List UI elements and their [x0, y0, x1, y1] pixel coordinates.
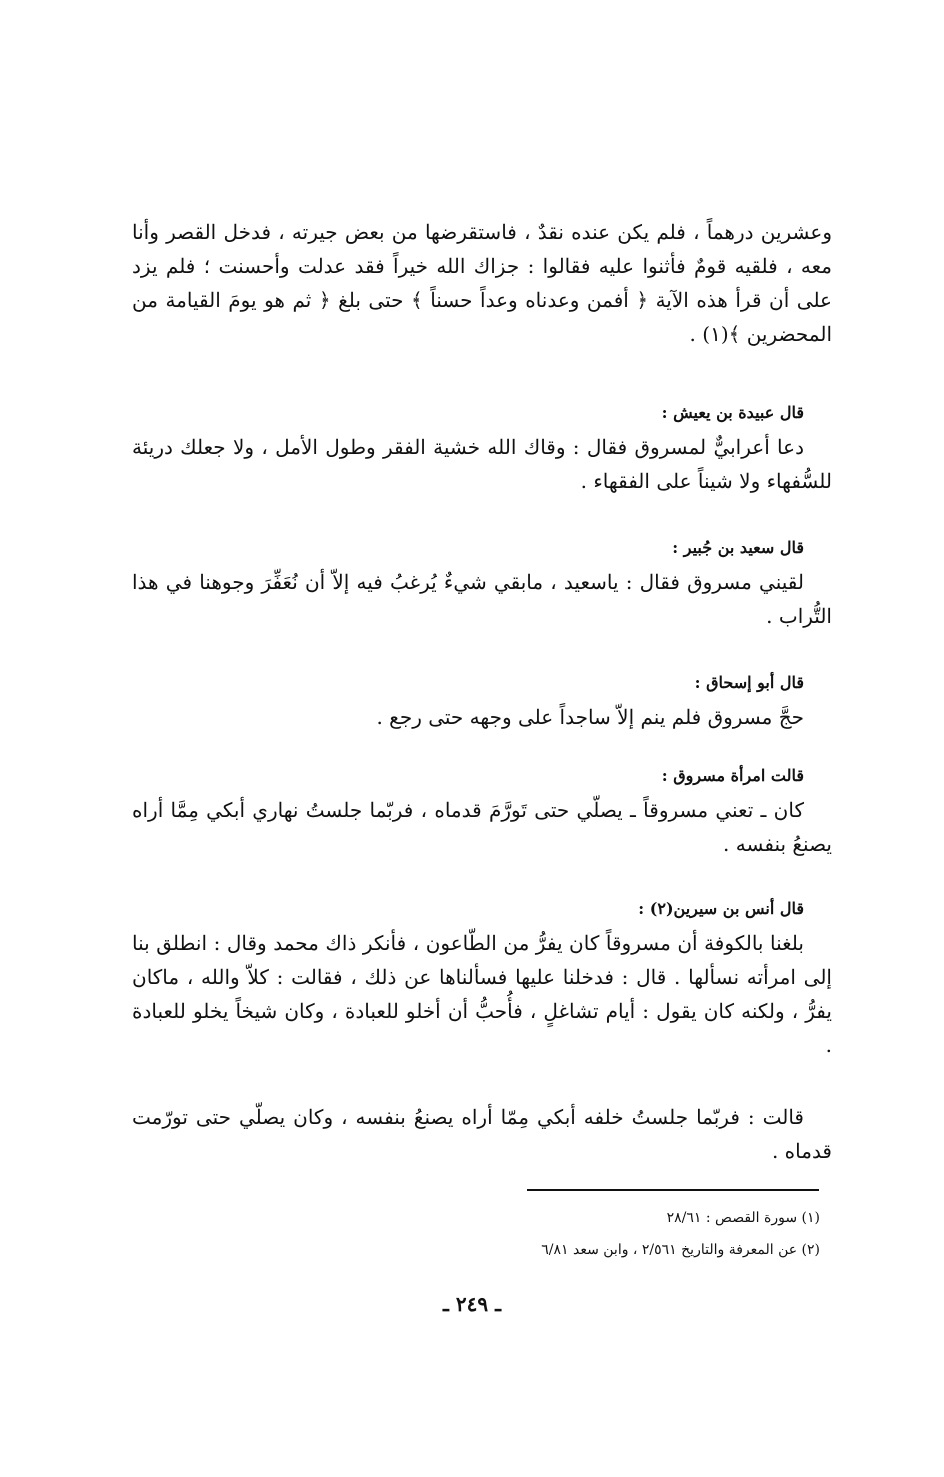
section-heading-said: قال سعيد بن جُبير : [672, 538, 804, 557]
section-body-anas: بلغنا بالكوفة أن مسروقاً كان يفرُّ من الطّاعون ، فأنكر ذاك محمد وقال : انطلق بنا إلى امرأته نسألها . قال : فدخلنا عليها فسألناها عن ذلك ، فقالت : كلاّ والله ، ماكان يفرُّ ، ولكنه كان يقول : أيام تشاغلٍ ، فأُحبُّ أن أخلو للعبادة ، وكان شيخاً يخلو للعبادة . [132, 931, 832, 1057]
section-body-abu-ishaq: حجَّ مسروق فلم ينم إلاّ ساجداً على وجهه حتى رجع . [376, 705, 804, 729]
footnote-2: (٢) عن المعرفة والتاريخ ٢/٥٦١ ، وابن سعد ٦/٨١ [541, 1242, 820, 1258]
section-heading-wife: قالت امرأة مسروق : [661, 766, 804, 785]
footnote-divider [527, 1189, 819, 1191]
closing-paragraph: قالت : فربّما جلستُ خلفه أبكي مِمّا أراه يصنعُ بنفسه ، وكان يصلّي حتى تورّمت قدماه . [132, 1105, 832, 1163]
section-body-wife: كان ـ تعني مسروقاً ـ يصلّي حتى تَورَّمَ قدماه ، فربّما جلستُ نهاري أبكي مِمَّا أراه يصنعُ بنفسه . [132, 798, 832, 856]
opening-paragraph: وعشرين درهماً ، فلم يكن عنده نقدٌ ، فاستقرضها من بعض جيرته ، فدخل القصر وأنا معه ، فلقيه قومٌ فأثنوا عليه فقالوا : جزاك الله خيراً فقد عدلت وأحسنت ؛ فلم يزد على أن قرأ هذه الآية ﴿ أفمن وعدناه وعداً حسناً ﴾ حتى بلغ ﴿ ثم هو يومَ القيامة من المحضرين ﴾(١) . [132, 220, 832, 346]
section-body-said: لقيني مسروق فقال : ياسعيد ، مابقي شيءٌ يُرغبُ فيه إلاّ أن نُعَفِّرَ وجوهنا في هذا التُّراب . [132, 570, 832, 628]
section-body-ubayda: دعا أعرابيٌّ لمسروق فقال : وقاك الله خشية الفقر وطول الأمل ، ولا جعلك دريئة للسُّفهاء ولا شيناً على الفقهاء . [132, 435, 832, 493]
section-heading-ubayda: قال عبيدة بن يعيش : [661, 403, 804, 422]
section-heading-abu-ishaq: قال أبو إسحاق : [694, 673, 804, 692]
footnote-1: (١) سورة القصص : ٢٨/٦١ [666, 1210, 820, 1226]
section-heading-anas: قال أنس بن سيرين(٢) : [638, 899, 804, 918]
page-number: ـ ٢٤٩ ـ [443, 1292, 501, 1316]
